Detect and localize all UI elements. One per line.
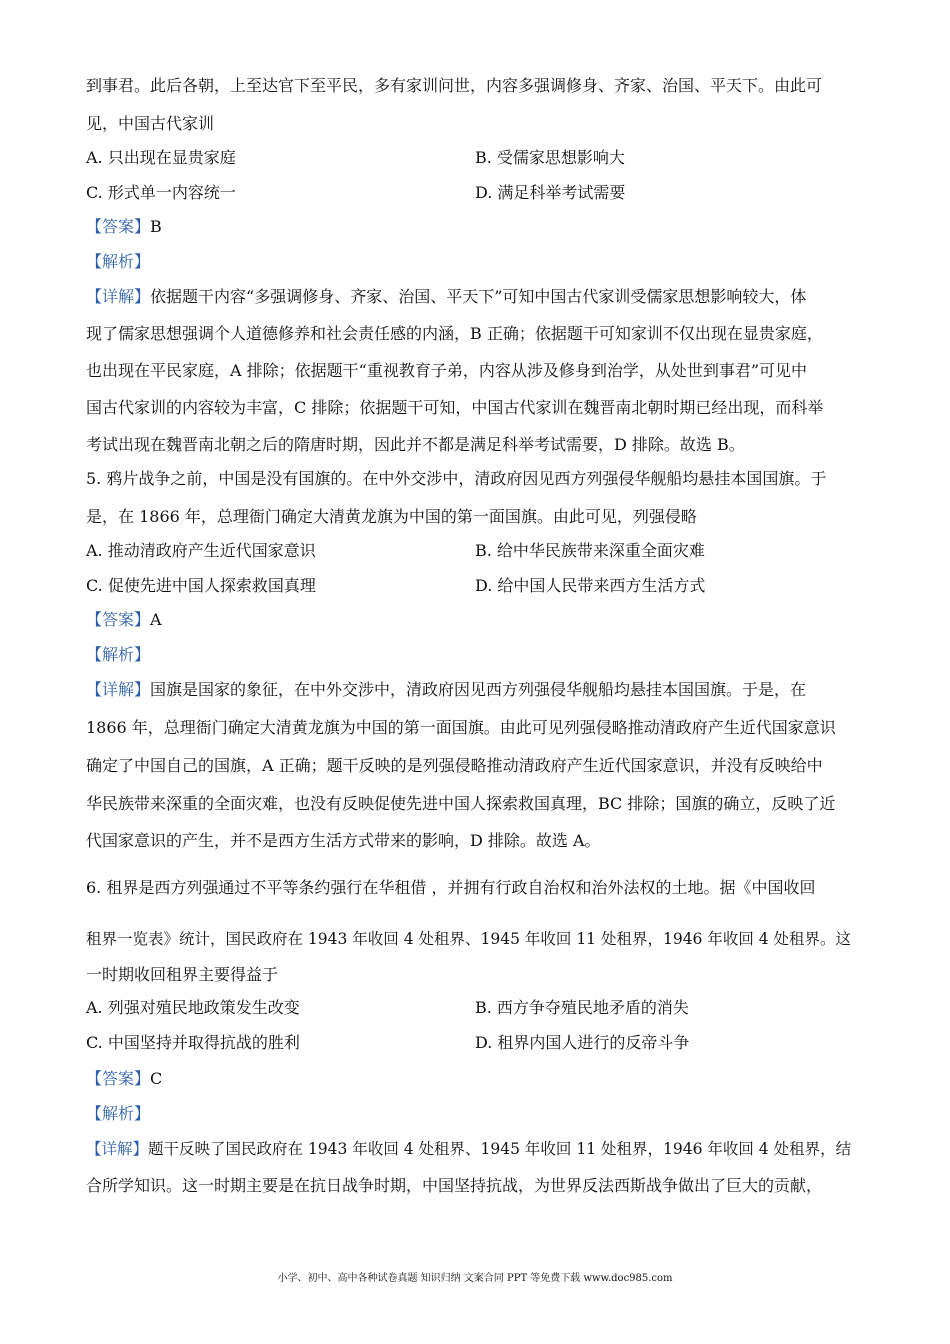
q5-answer-line xyxy=(86,610,162,630)
q4-stem-line-2: 见，中国古代家训 xyxy=(86,114,215,133)
q5-option-c: C. 促使先进中国人探索救国真理 xyxy=(86,576,316,595)
q6-option-c: C. 中国坚持并取得抗战的胜利 xyxy=(86,1033,300,1052)
answer-tag: 【答案】 xyxy=(86,1069,151,1088)
q6-detail-line-1 xyxy=(86,1139,851,1159)
q5-option-d: D. 给中国人民带来西方生活方式 xyxy=(475,576,706,595)
q6-stem-line-3: 一时期收回租界主要得益于 xyxy=(86,965,279,984)
q4-detail-line-4: 国古代家训的内容较为丰富，C 排除；依据题干可知，中国古代家训在魏晋南北朝时期已经出现，而科举 xyxy=(86,398,824,417)
answer-tag: 【答案】 xyxy=(86,217,151,236)
q6-detail-text-1: 题干反映了国民政府在 1943 年收回 4 处租界、1945 年收回 11 处租界，1946 年收回 4 处租界，结 xyxy=(148,1140,852,1158)
q4-option-d: D. 满足科举考试需要 xyxy=(475,183,626,202)
q5-stem-line-2: 是，在 1866 年，总理衙门确定大清黄龙旗为中国的第一面国旗。由此可见，列强侵略 xyxy=(86,507,697,526)
q6-option-d: D. 租界内国人进行的反帝斗争 xyxy=(475,1033,690,1052)
answer-tag: 【答案】 xyxy=(86,610,151,629)
q6-option-b: B. 西方争夺殖民地矛盾的消失 xyxy=(475,998,689,1017)
q4-answer: B xyxy=(150,217,162,236)
q5-option-a: A. 推动清政府产生近代国家意识 xyxy=(86,541,316,560)
q6-detail-line-2: 合所学知识。这一时期主要是在抗日战争时期，中国坚持抗战，为世界反法西斯战争做出了巨大的贡献， xyxy=(86,1176,823,1195)
q4-detail-line-5: 考试出现在魏晋南北朝之后的隋唐时期，因此并不都是满足科举考试需要，D 排除。故选 B。 xyxy=(86,435,745,454)
analysis-tag: 【解析】 xyxy=(86,1104,151,1123)
q5-analysis-heading xyxy=(86,645,150,665)
q5-answer: A xyxy=(150,610,162,629)
q6-answer-line xyxy=(86,1069,162,1089)
q5-option-b: B. 给中华民族带来深重全面灾难 xyxy=(475,541,705,560)
analysis-tag: 【解析】 xyxy=(86,645,151,664)
q5-detail-line-3: 确定了中国自己的国旗，A 正确；题干反映的是列强侵略推动清政府产生近代国家意识，并没有反映给中 xyxy=(86,756,823,775)
q5-detail-text-1: 国旗是国家的象征，在中外交涉中，清政府因见西方列强侵华舰船均悬挂本国国旗。于是，在 xyxy=(150,680,807,699)
q6-answer: C xyxy=(150,1069,163,1088)
q4-detail-text-1: 依据题干内容“多强调修身、齐家、治国、平天下”可知中国古代家训受儒家思想影响较大，体 xyxy=(150,287,807,306)
q4-stem-line-1: 到事君。此后各朝，上至达官下至平民，多有家训问世，内容多强调修身、齐家、治国、平天下。由此可 xyxy=(86,76,823,95)
q6-stem-line-2: 租界一览表》统计，国民政府在 1943 年收回 4 处租界、1945 年收回 11 处租界，1946 年收回 4 处租界。这 xyxy=(86,930,852,948)
q4-answer-line xyxy=(86,217,162,237)
q4-detail-line-2: 现了儒家思想强调个人道德修养和社会责任感的内涵，B 正确；依据题干可知家训不仅出现在显贵家庭， xyxy=(86,324,823,343)
q5-detail-line-4: 华民族带来深重的全面灾难，也没有反映促使先进中国人探索救国真理，BC 排除；国旗的确立，反映了近 xyxy=(86,794,836,813)
detail-tag: 【详解】 xyxy=(86,680,151,699)
page-footer: 小学、初中、高中各种试卷真题 知识归纳 文案合同 PPT 等免费下载 www.doc985.com xyxy=(277,1273,673,1284)
q4-option-c: C. 形式单一内容统一 xyxy=(86,183,236,202)
q4-detail-line-1 xyxy=(86,287,806,307)
q6-stem-line-1: 6. 租界是西方列强通过不平等条约强行在华租借 ，并拥有行政自治权和治外法权的土地。据《中国收回 xyxy=(86,878,816,897)
q5-detail-line-1 xyxy=(86,680,806,700)
analysis-tag: 【解析】 xyxy=(86,252,151,271)
q4-detail-line-3: 也出现在平民家庭，A 排除；依据题干“重视教育子弟，内容从涉及修身到治学，从处世到事君”可见中 xyxy=(86,361,808,380)
detail-tag: 【详解】 xyxy=(86,1140,149,1158)
q4-analysis-heading xyxy=(86,252,150,272)
q4-option-a: A. 只出现在显贵家庭 xyxy=(86,148,236,167)
q4-option-b: B. 受儒家思想影响大 xyxy=(475,148,625,167)
detail-tag: 【详解】 xyxy=(86,287,151,306)
q6-option-a: A. 列强对殖民地政策发生改变 xyxy=(86,998,300,1017)
q5-detail-line-5: 代国家意识的产生，并不是西方生活方式带来的影响，D 排除。故选 A。 xyxy=(86,831,601,850)
q5-stem-line-1: 5. 鸦片战争之前，中国是没有国旗的。在中外交涉中，清政府因见西方列强侵华舰船均悬挂本国国旗。于 xyxy=(86,469,827,488)
q5-detail-line-2: 1866 年，总理衙门确定大清黄龙旗为中国的第一面国旗。由此可见列强侵略推动清政府产生近代国家意识 xyxy=(86,718,836,737)
q6-analysis-heading xyxy=(86,1104,150,1124)
